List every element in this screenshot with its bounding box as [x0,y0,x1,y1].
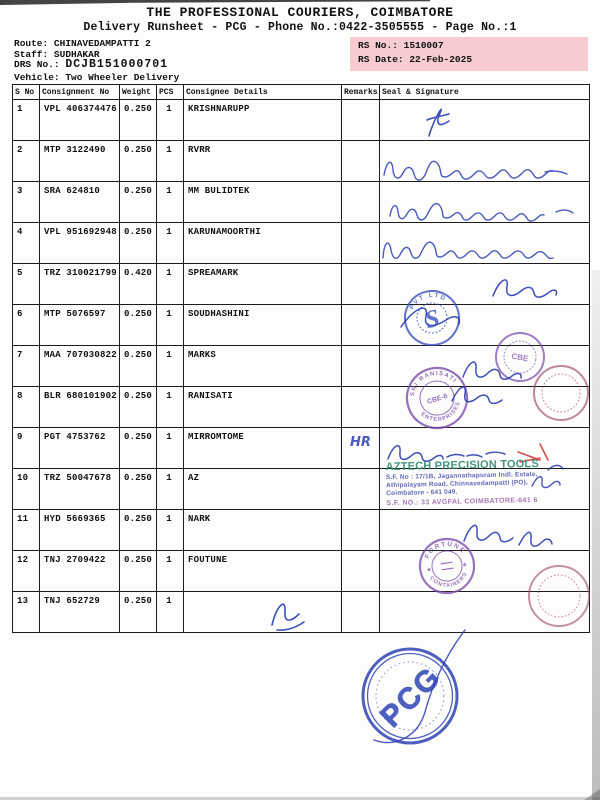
cell-consignee: NARK [184,510,342,551]
cell-remarks [342,469,380,510]
drs-label: DRS No.: [14,59,60,70]
col-header-consignment: Consignment No [40,85,120,100]
cell-seal-signature [380,428,590,469]
staff-label: Staff: [14,49,49,60]
table-row [13,346,590,387]
cell-seal-signature [380,346,590,387]
scan-artifact-corner [584,789,600,800]
cell-consignment-no: HYD 5669365 [40,510,120,551]
cell-consignee: SPREAMARK [184,264,342,305]
cell-seal-signature [380,305,590,346]
col-header-weight: Weight [120,85,157,100]
cell-seal-signature [380,510,590,551]
cell-sno: 6 [13,305,40,346]
cell-weight: 0.250 [120,100,157,141]
cell-seal-signature [380,387,590,428]
route-value: CHINAVEDAMPATTI 2 [53,38,151,49]
col-header-seal: Seal & Signature [380,85,590,100]
page-subtitle: Delivery Runsheet - PCG - Phone No.:0422-3505555 - Page No.:1 [83,21,517,34]
table-body [13,100,590,633]
stamp-fortune-bottom-text: CONTAINERS [428,571,469,590]
cell-weight: 0.250 [120,346,157,387]
stamp-center-letter: S [422,304,443,335]
table-row [13,387,590,428]
cell-remarks [342,592,380,633]
cell-seal-signature [380,551,590,592]
col-header-consignee: Consignee Details [184,85,342,100]
aztech-stamp-line1: S.F. No : 17/1B, Jagannathapuram Indl. Estate, [385,470,538,482]
cell-pcs: 1 [157,346,184,387]
aztech-stamp-line2: Athipalayam Road, Chinnavedampatti (PO), [385,479,529,490]
cell-remarks [342,100,380,141]
cell-pcs: 1 [157,100,184,141]
cell-consignee: RVRR [184,141,342,182]
scan-artifact-right-edge [592,270,600,800]
col-header-pcs: PCS [157,85,184,100]
cell-weight: 0.250 [120,223,157,264]
table-row [13,182,590,223]
cell-seal-signature [380,469,590,510]
cell-consignment-no: TNJ 2709422 [40,551,120,592]
cell-sno: 9 [13,428,40,469]
col-header-sno: S No [13,85,40,100]
vehicle-value: Two Wheeler Delivery [65,72,180,83]
cell-pcs: 1 [157,428,184,469]
cell-sno: 4 [13,223,40,264]
table-row [13,469,590,510]
col-header-remarks: Remarks [342,85,380,100]
cell-weight: 0.250 [120,510,157,551]
route-line [14,38,151,49]
cell-consignment-no: VPL 951692948 [40,223,120,264]
rs-no-label: RS No.: [358,40,398,51]
page-title: THE PROFESSIONAL COURIERS, COIMBATORE [146,5,454,20]
drs-line [14,58,168,71]
cell-weight: 0.250 [120,428,157,469]
rs-no-value: 1510007 [403,40,444,51]
rs-info-box [350,37,588,71]
cell-pcs: 1 [157,264,184,305]
cell-sno: 3 [13,182,40,223]
cell-sno: 10 [13,469,40,510]
cell-pcs: 1 [157,223,184,264]
signature-pcg-flourish [374,630,465,742]
table-row [13,592,590,633]
stamp-cbe-text: CBE [510,351,530,364]
cell-consignment-no: BLR 680101902 [40,387,120,428]
cell-remarks [342,428,380,469]
cell-weight: 0.250 [120,469,157,510]
stamp-pcg-text: PCG [374,660,448,734]
cell-consignment-no: TRZ 310021799 [40,264,120,305]
stamp-arc-text: PVT LTD [409,292,448,311]
cell-consignment-no: MTP 5076597 [40,305,120,346]
cell-sno: 12 [13,551,40,592]
cell-consignee: MIRROMTOME [184,428,342,469]
cell-remarks [342,510,380,551]
vehicle-label: Vehicle: [14,72,60,83]
cell-pcs: 1 [157,141,184,182]
cell-sno: 13 [13,592,40,633]
cell-sno: 1 [13,100,40,141]
cell-weight: 0.250 [120,592,157,633]
aztech-stamp-title: AZTECH PRECISION TOOLS [385,457,540,474]
cell-consignment-no: PGT 4753762 [40,428,120,469]
overlapping-stamp-line: S.F. NO.: 33 AVGFAL COIMBATORE-641 6 [386,496,538,508]
cell-consignee: KRISHNARUPP [184,100,342,141]
cell-seal-signature [380,141,590,182]
cell-weight: 0.420 [120,264,157,305]
stamp-arc-top-text: SRI RANISATI [409,370,458,397]
table-header-row [13,85,590,100]
cell-sno: 2 [13,141,40,182]
cell-consignment-no: MTP 3122490 [40,141,120,182]
table-row [13,100,590,141]
cell-sno: 5 [13,264,40,305]
cell-remarks [342,551,380,592]
cell-remarks [342,305,380,346]
cell-weight: 0.250 [120,551,157,592]
staff-value: SUDHAKAR [53,49,100,60]
table-row [13,223,590,264]
cell-pcs: 1 [157,551,184,592]
table-row [13,264,590,305]
stamp-star-right: ★ [461,561,468,569]
table-row [13,510,590,551]
cell-consignment-no: TRZ 50047678 [40,469,120,510]
cell-sno: 11 [13,510,40,551]
cell-seal-signature [380,182,590,223]
drs-value: DCJB151000701 [65,58,169,71]
cell-consignee: MM BULIDTEK [184,182,342,223]
cell-weight: 0.250 [120,141,157,182]
aztech-stamp-line3: Coimbatore - 641 049. [386,488,458,498]
rs-date-line [358,54,472,65]
cell-pcs: 1 [157,182,184,223]
rs-date-label: RS Date: [358,54,404,65]
cell-pcs: 1 [157,305,184,346]
cell-seal-signature [380,100,590,141]
cell-consignee [184,592,342,633]
cell-weight: 0.250 [120,387,157,428]
stamp-pcg [363,649,457,743]
rs-date-value: 22-Feb-2025 [409,54,473,65]
cell-consignee: MARKS [184,346,342,387]
cell-remarks [342,346,380,387]
cell-seal-signature [380,264,590,305]
table-row [13,428,590,469]
cell-sno: 8 [13,387,40,428]
table-row [13,305,590,346]
cell-consignee: AZ [184,469,342,510]
cell-consignment-no: SRA 624810 [40,182,120,223]
table-row [13,141,590,182]
cell-consignee: KARUNAMOORTHI [184,223,342,264]
cell-consignment-no: MAA 707030822 [40,346,120,387]
stamp-star-left: ★ [425,566,433,574]
cell-pcs: 1 [157,387,184,428]
cell-pcs: 1 [157,510,184,551]
route-label: Route: [14,38,49,49]
vehicle-line [14,72,179,83]
cell-sno: 7 [13,346,40,387]
cell-consignee: RANISATI [184,387,342,428]
handwritten-hr-note: HR [350,435,371,450]
rs-no-line [358,40,444,51]
cell-seal-signature [380,592,590,633]
cell-remarks [342,141,380,182]
stamp-ranisati-center: CBE-6 [426,392,449,407]
cell-remarks [342,387,380,428]
table-row [13,551,590,592]
cell-pcs: 1 [157,469,184,510]
consignment-table [12,84,590,633]
cell-weight: 0.250 [120,305,157,346]
cell-consignee: FOUTUNE [184,551,342,592]
cell-weight: 0.250 [120,182,157,223]
stamp-fortune-top-text: FORTUNE [423,540,467,560]
cell-remarks [342,223,380,264]
cell-consignment-no: VPL 406374476 [40,100,120,141]
cell-consignee: SOUDHASHINI [184,305,342,346]
cell-remarks [342,264,380,305]
cell-pcs: 1 [157,592,184,633]
cell-remarks [342,182,380,223]
cell-seal-signature [380,223,590,264]
cell-consignment-no: TNJ 652729 [40,592,120,633]
stamp-arc-bottom-text: ENTERPRISES [419,400,462,424]
